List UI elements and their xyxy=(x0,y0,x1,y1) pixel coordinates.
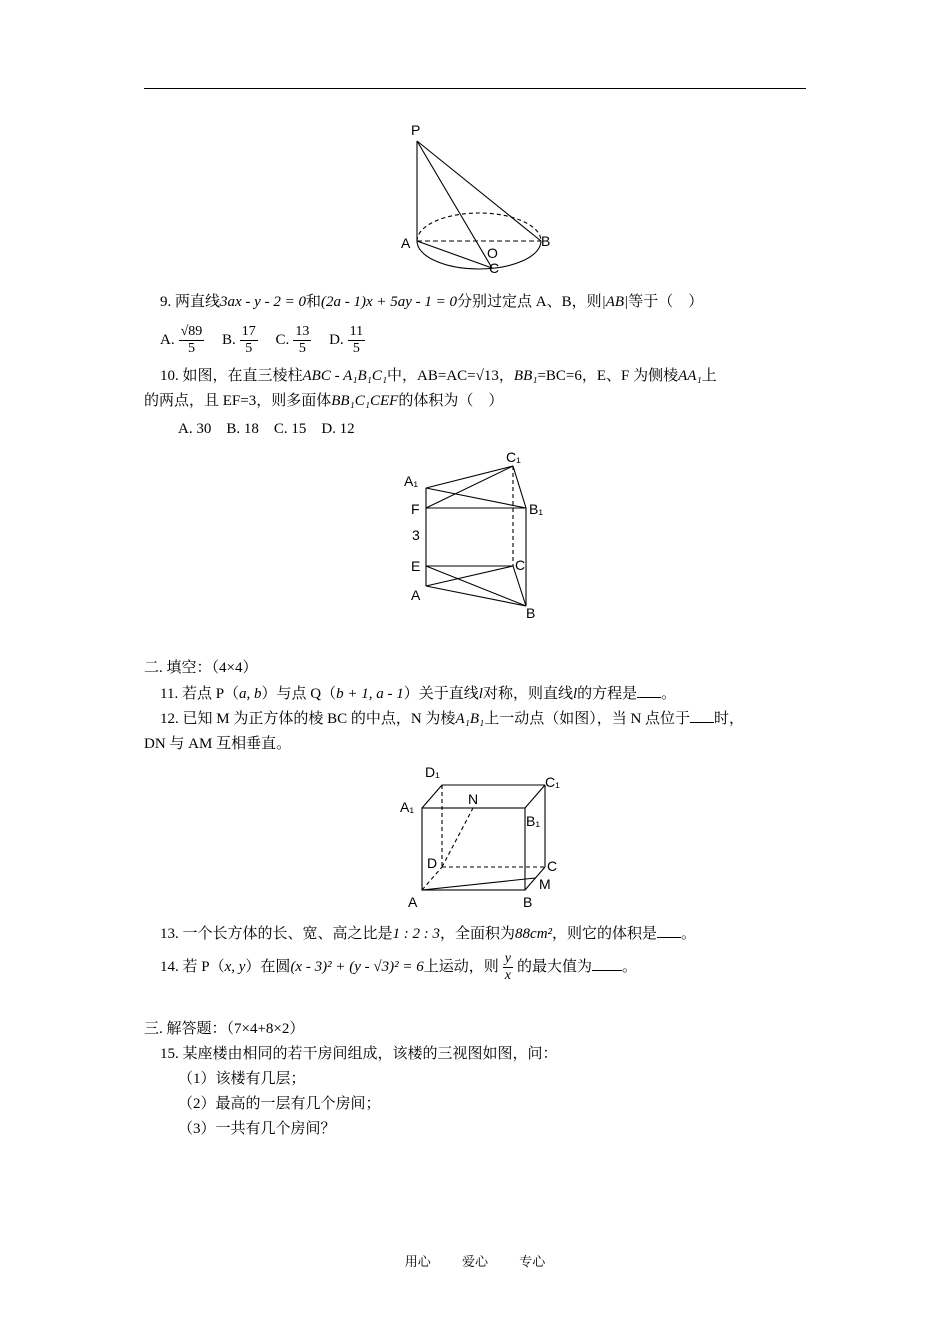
q15-intro: 15. 某座楼由相同的若干房间组成，该楼的三视图如图，问： xyxy=(160,1046,558,1062)
q10-line1: 10. 如图，在直三棱柱ABC - A₁B₁C₁中，AB=AC=√13，BB₁=BC=6，E、F 为侧棱AA₁上 xyxy=(160,368,717,384)
fig1-label-a: A xyxy=(401,235,411,251)
q9-options: A. $\frac{√89}{5}$ B. $\frac{17}{5}$ C. $\frac{13}{5}$ D. $\frac{11}{5}$ xyxy=(160,324,364,357)
q11-answer-blank xyxy=(637,683,661,698)
q11: 11. 若点 P（a, b）与点 Q（b + 1, a - 1）关于直线l对称，则直线l的方程是 。 xyxy=(160,683,676,704)
page-footer xyxy=(0,1251,950,1270)
fig3-label-n: N xyxy=(468,791,479,807)
q10-options: A. 30 B. 18 C. 15 D. 12 xyxy=(178,421,355,437)
q15-sub1: （1）该楼有几层； xyxy=(178,1071,306,1087)
q9-eq1: 3ax - y - 2 = 0 xyxy=(220,294,306,310)
fig2-label-b1: B₁ xyxy=(529,501,544,517)
fig1-label-p: P xyxy=(411,122,421,138)
fig3-label-b: B xyxy=(523,894,533,910)
q9-eq2: (2a - 1)x + 5ay - 1 = 0 xyxy=(320,294,458,310)
fig3-label-m: M xyxy=(539,876,551,892)
fig2-label-a: A xyxy=(411,587,421,603)
q9-abs: |AB| xyxy=(601,294,629,310)
cube-figure xyxy=(397,760,567,912)
q13-answer-blank xyxy=(657,923,681,938)
section2-title: 二. 填空：（4×4） xyxy=(144,660,258,676)
q10-line2: 的两点，且 EF=3，则多面体BB₁C₁CEF的体积为（ ） xyxy=(144,393,504,409)
fig3-label-c1: C₁ xyxy=(545,774,560,790)
q15-sub2: （2）最高的一层有几个房间； xyxy=(178,1096,381,1112)
footer-text-3: 专心 xyxy=(519,1254,546,1269)
footer-text-1: 用心 xyxy=(404,1254,431,1269)
cone-figure xyxy=(395,118,565,273)
fig3-label-b1: B₁ xyxy=(526,813,541,829)
header-rule xyxy=(144,88,806,89)
fig1-label-c: C xyxy=(489,260,500,273)
fig1-label-o: O xyxy=(487,245,498,261)
fig1-label-b: B xyxy=(541,233,551,249)
fig2-label-c1: C₁ xyxy=(506,449,521,465)
fig2-label-3: 3 xyxy=(412,527,420,543)
fig2-label-b: B xyxy=(526,605,536,621)
q9-stem: 9. 两直线3ax - y - 2 = 0和(2a - 1)x + 5ay - 1 = 0分别过定点 A、B，则|AB|等于（ ） xyxy=(160,294,704,310)
prism-figure xyxy=(398,446,558,624)
fig3-label-c: C xyxy=(547,858,558,874)
q13: 13. 一个长方体的长、宽、高之比是1 : 2 : 3，全面积为88cm²，则它的体积是 。 xyxy=(160,923,696,944)
q15-sub3: （3）一共有几个房间？ xyxy=(178,1121,336,1137)
fig3-label-a: A xyxy=(408,894,418,910)
q12-line1: 12. 已知 M 为正方体的棱 BC 的中点，N 为棱A₁B₁上一动点（如图），当 N 点位于 时， xyxy=(160,708,744,729)
q12-answer-blank xyxy=(690,708,714,723)
q14-answer-blank xyxy=(592,956,622,971)
fig2-label-f: F xyxy=(411,501,420,517)
footer-text-2: 爱心 xyxy=(461,1254,488,1269)
section3-title: 三. 解答题：（7×4+8×2） xyxy=(144,1021,305,1037)
fig2-label-e: E xyxy=(411,558,421,574)
q14: 14. 若 P（x, y）在圆(x - 3)² + (y - √3)² = 6上运动，则 $\frac{y}{x}$ 的最大值为 。 xyxy=(160,951,637,984)
fig2-label-a1: A₁ xyxy=(404,473,419,489)
fig3-label-d1: D₁ xyxy=(425,764,440,780)
fig3-label-d: D xyxy=(427,855,438,871)
fig3-label-a1: A₁ xyxy=(400,799,415,815)
q12-line2: DN 与 AM 互相垂直。 xyxy=(144,736,292,752)
fig2-label-c: C xyxy=(515,557,526,573)
